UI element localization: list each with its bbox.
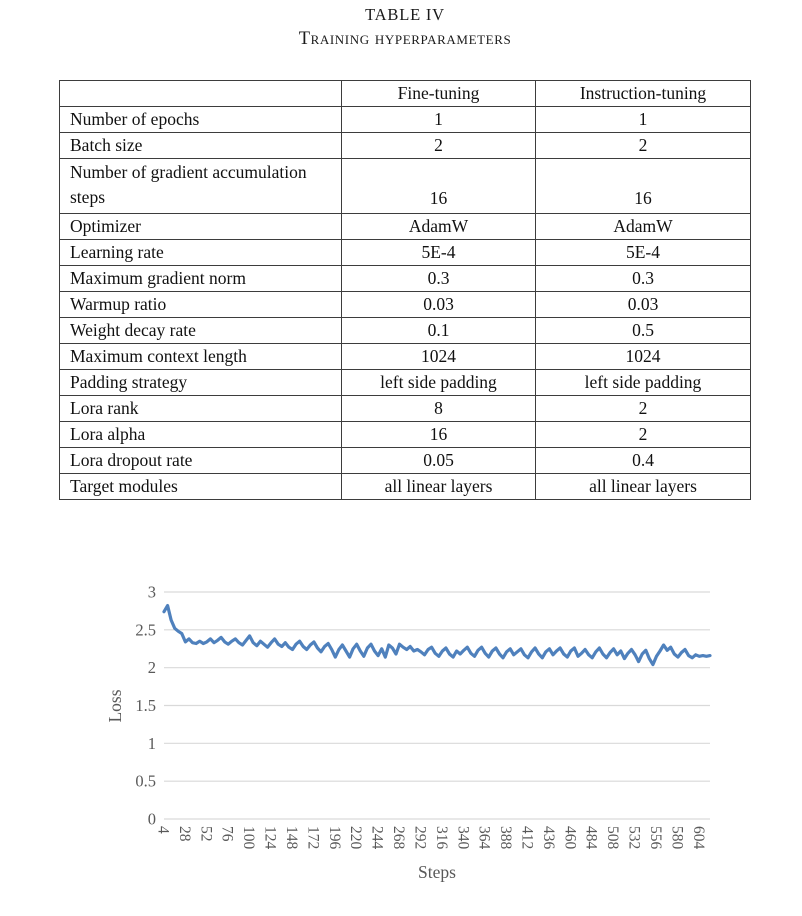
value-cell: 8	[342, 396, 536, 422]
x-tick-label: 604	[689, 826, 707, 850]
x-tick-label: 28	[175, 826, 193, 842]
value-cell: all linear layers	[342, 474, 536, 500]
value-cell: 16	[536, 159, 751, 214]
value-cell: 0.5	[536, 318, 751, 344]
value-cell: 2	[536, 133, 751, 159]
table-row	[60, 396, 751, 422]
row-label-cell: Warmup ratio	[60, 292, 342, 318]
table-number: TABLE IV	[365, 5, 445, 24]
value-cell: 0.4	[536, 448, 751, 474]
x-tick-label: 316	[432, 826, 450, 850]
table-caption	[4, 5, 802, 50]
row-label-cell: Padding strategy	[60, 370, 342, 396]
value-cell: 2	[536, 396, 751, 422]
x-tick-label: 172	[304, 826, 322, 850]
value-cell: AdamW	[342, 214, 536, 240]
row-label-cell: Lora alpha	[60, 422, 342, 448]
value-cell: 5E-4	[536, 240, 751, 266]
row-label-cell: Number of epochs	[60, 107, 342, 133]
x-tick-label: 220	[347, 826, 365, 850]
table-row	[60, 370, 751, 396]
x-tick-label: 412	[518, 826, 536, 850]
table-row	[60, 448, 751, 474]
value-cell: 0.3	[342, 266, 536, 292]
y-tick-label: 1.5	[135, 696, 156, 715]
x-tick-label: 340	[454, 826, 472, 850]
loss-chart	[0, 560, 802, 916]
x-tick-label: 4	[154, 826, 172, 834]
y-tick-label: 2	[147, 658, 156, 678]
x-tick-label: 388	[497, 826, 515, 850]
table-row	[60, 422, 751, 448]
row-label-cell: Lora rank	[60, 396, 342, 422]
hyperparameters-table-body	[60, 81, 751, 500]
table-row	[60, 159, 751, 214]
x-tick-label: 52	[197, 826, 215, 842]
x-tick-label: 580	[668, 826, 686, 850]
x-tick-label: 268	[390, 826, 408, 850]
value-cell: 5E-4	[342, 240, 536, 266]
value-cell: 1	[536, 107, 751, 133]
x-tick-label: 148	[282, 826, 300, 850]
value-cell: all linear layers	[536, 474, 751, 500]
x-tick-label: 364	[475, 826, 493, 850]
x-tick-label: 484	[582, 826, 600, 850]
table-title: Training hyperparameters	[298, 29, 512, 49]
value-cell: AdamW	[536, 214, 751, 240]
x-tick-label: 460	[561, 826, 579, 850]
value-cell: left side padding	[536, 370, 751, 396]
table-row	[60, 344, 751, 370]
value-cell: left side padding	[342, 370, 536, 396]
row-label-cell: Learning rate	[60, 240, 342, 266]
x-axis-label: Steps	[418, 862, 456, 882]
table-row	[60, 214, 751, 240]
value-cell: 0.3	[536, 266, 751, 292]
table-header-row	[60, 81, 751, 107]
value-cell: 1024	[342, 344, 536, 370]
x-tick-label: 556	[646, 826, 664, 850]
value-cell: 16	[342, 422, 536, 448]
row-label-cell: Maximum context length	[60, 344, 342, 370]
row-label-cell: Optimizer	[60, 214, 342, 240]
value-cell: 0.1	[342, 318, 536, 344]
value-cell: 0.03	[342, 292, 536, 318]
table-row	[60, 240, 751, 266]
y-tick-label: 0.5	[135, 771, 156, 791]
table-row	[60, 292, 751, 318]
y-tick-label: 0	[147, 809, 156, 829]
table-row	[60, 266, 751, 292]
value-cell: 2	[536, 422, 751, 448]
x-tick-label: 436	[539, 826, 557, 850]
table-row	[60, 474, 751, 500]
x-tick-label: 124	[261, 826, 279, 850]
row-label-cell: Lora dropout rate	[60, 448, 342, 474]
loss-line-series	[164, 606, 710, 665]
loss-chart-svg	[0, 560, 802, 916]
y-axis-label: Loss	[105, 689, 125, 723]
table-row	[60, 318, 751, 344]
value-cell: 2	[342, 133, 536, 159]
row-label-cell: Number of gradient accumulation steps	[60, 159, 342, 214]
x-tick-label: 532	[625, 826, 643, 850]
y-tick-label: 2.5	[135, 620, 156, 640]
y-tick-label: 3	[147, 582, 156, 602]
x-tick-label: 76	[218, 826, 236, 842]
row-label-cell: Target modules	[60, 474, 342, 500]
value-cell: 0.05	[342, 448, 536, 474]
x-tick-label: 244	[368, 826, 386, 850]
value-cell: 0.03	[536, 292, 751, 318]
row-label-cell	[60, 81, 342, 107]
value-cell: 1024	[536, 344, 751, 370]
x-tick-label: 196	[325, 826, 343, 850]
hyperparameters-table	[59, 80, 751, 500]
value-cell: Fine-tuning	[342, 81, 536, 107]
x-tick-label: 292	[411, 826, 429, 850]
row-label-cell: Weight decay rate	[60, 318, 342, 344]
value-cell: 1	[342, 107, 536, 133]
value-cell: Instruction-tuning	[536, 81, 751, 107]
x-tick-label: 100	[240, 826, 258, 850]
value-cell: 16	[342, 159, 536, 214]
y-tick-label: 1	[147, 733, 156, 753]
row-label-cell: Maximum gradient norm	[60, 266, 342, 292]
x-tick-label: 508	[604, 826, 622, 850]
row-label-cell: Batch size	[60, 133, 342, 159]
table-row	[60, 107, 751, 133]
table-row	[60, 133, 751, 159]
